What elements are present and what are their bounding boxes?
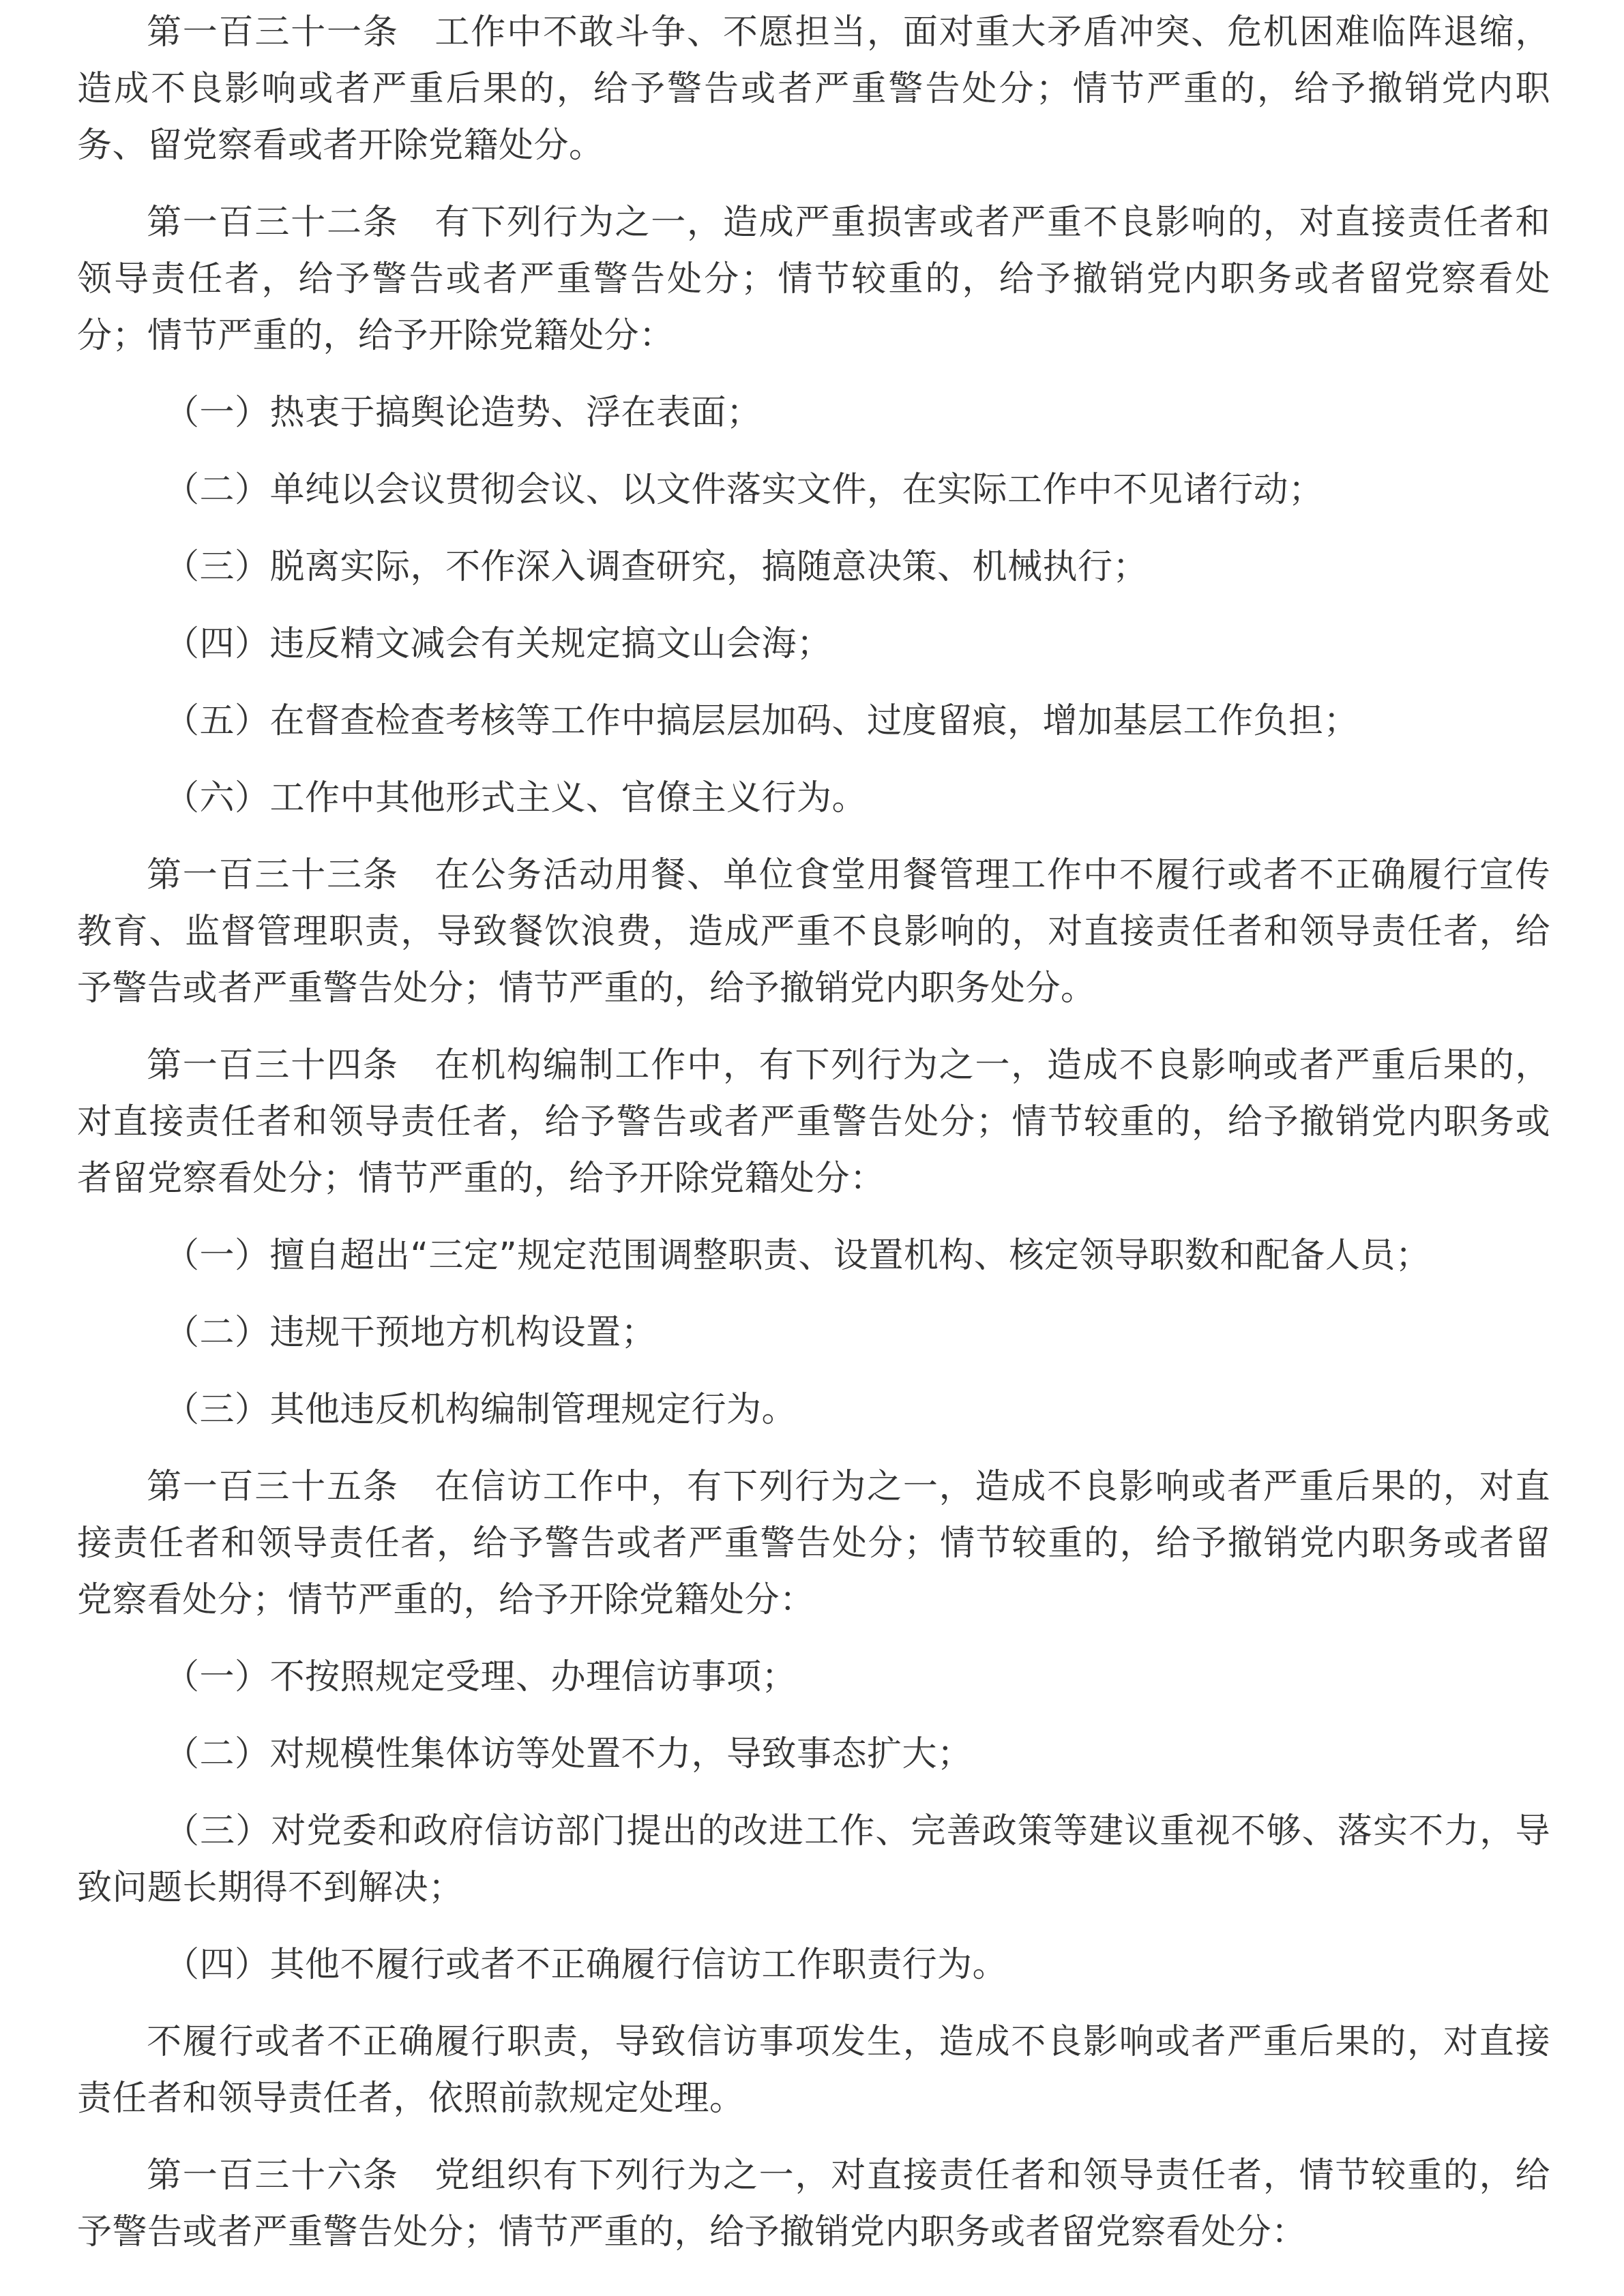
article-135-clause-2: 不履行或者不正确履行职责，导致信访事项发生，造成不良影响或者严重后果的，对直接责任者和领导责任者，依照前款规定处理。 <box>77 2022 1550 2119</box>
article-134-item-2: （二）违规干预地方机构设置； <box>164 1313 657 1353</box>
article-132: 第一百三十二条 有下列行为之一，造成严重损害或者严重不良影响的，对直接责任者和领导责任者，给予警告或者严重警告处分；情节较重的，给予撤销党内职务或者留党察看处分；情节严重的，给予开除党籍处分： <box>77 203 1550 356</box>
article-132-item-3: （三）脱离实际，不作深入调查研究，搞随意决策、机械执行； <box>164 547 1149 587</box>
article-132-item-5: （五）在督查检查考核等工作中搞层层加码、过度留痕，增加基层工作负担； <box>164 701 1359 741</box>
article-132-item-6: （六）工作中其他形式主义、官僚主义行为。 <box>164 778 868 818</box>
article-135-item-3: （三）对党委和政府信访部门提出的改进工作、完善政策等建议重视不够、落实不力，导致问题长期得不到解决； <box>77 1811 1550 1908</box>
article-131: 第一百三十一条 工作中不敢斗争、不愿担当，面对重大矛盾冲突、危机困难临阵退缩，造成不良影响或者严重后果的，给予警告或者严重警告处分；情节严重的，给予撤销党内职务、留党察看或者开除党籍处分。 <box>77 12 1550 166</box>
article-135-item-2: （二）对规模性集体访等处置不力，导致事态扩大； <box>164 1734 973 1774</box>
document-body <box>77 0 1550 2281</box>
article-132-item-1: （一）热衷于搞舆论造势、浮在表面； <box>164 393 762 433</box>
article-134: 第一百三十四条 在机构编制工作中，有下列行为之一，造成不良影响或者严重后果的，对直接责任者和领导责任者，给予警告或者严重警告处分；情节较重的，给予撤销党内职务或者留党察看处分；情节严重的，给予开除党籍处分： <box>77 1045 1550 1199</box>
article-132-item-2: （二）单纯以会议贯彻会议、以文件落实文件，在实际工作中不见诸行动； <box>164 470 1324 510</box>
article-135-item-1: （一）不按照规定受理、办理信访事项； <box>164 1657 797 1697</box>
article-134-item-3: （三）其他违反机构编制管理规定行为。 <box>164 1390 797 1430</box>
article-136: 第一百三十六条 党组织有下列行为之一，对直接责任者和领导责任者，情节较重的，给予警告或者严重警告处分；情节严重的，给予撤销党内职务或者留党察看处分： <box>77 2156 1550 2252</box>
article-132-item-4: （四）违反精文减会有关规定搞文山会海； <box>164 624 832 664</box>
article-133: 第一百三十三条 在公务活动用餐、单位食堂用餐管理工作中不履行或者不正确履行宣传教育、监督管理职责，导致餐饮浪费，造成严重不良影响的，对直接责任者和领导责任者，给予警告或者严重警告处分；情节严重的，给予撤销党内职务处分。 <box>77 855 1550 1009</box>
article-135: 第一百三十五条 在信访工作中，有下列行为之一，造成不良影响或者严重后果的，对直接责任者和领导责任者，给予警告或者严重警告处分；情节较重的，给予撤销党内职务或者留党察看处分；情节严重的，给予开除党籍处分： <box>77 1467 1550 1620</box>
article-135-item-4: （四）其他不履行或者不正确履行信访工作职责行为。 <box>164 1945 1008 1985</box>
article-134-item-1: （一）擅自超出“三定”规定范围调整职责、设置机构、核定领导职数和配备人员； <box>164 1236 1431 1276</box>
